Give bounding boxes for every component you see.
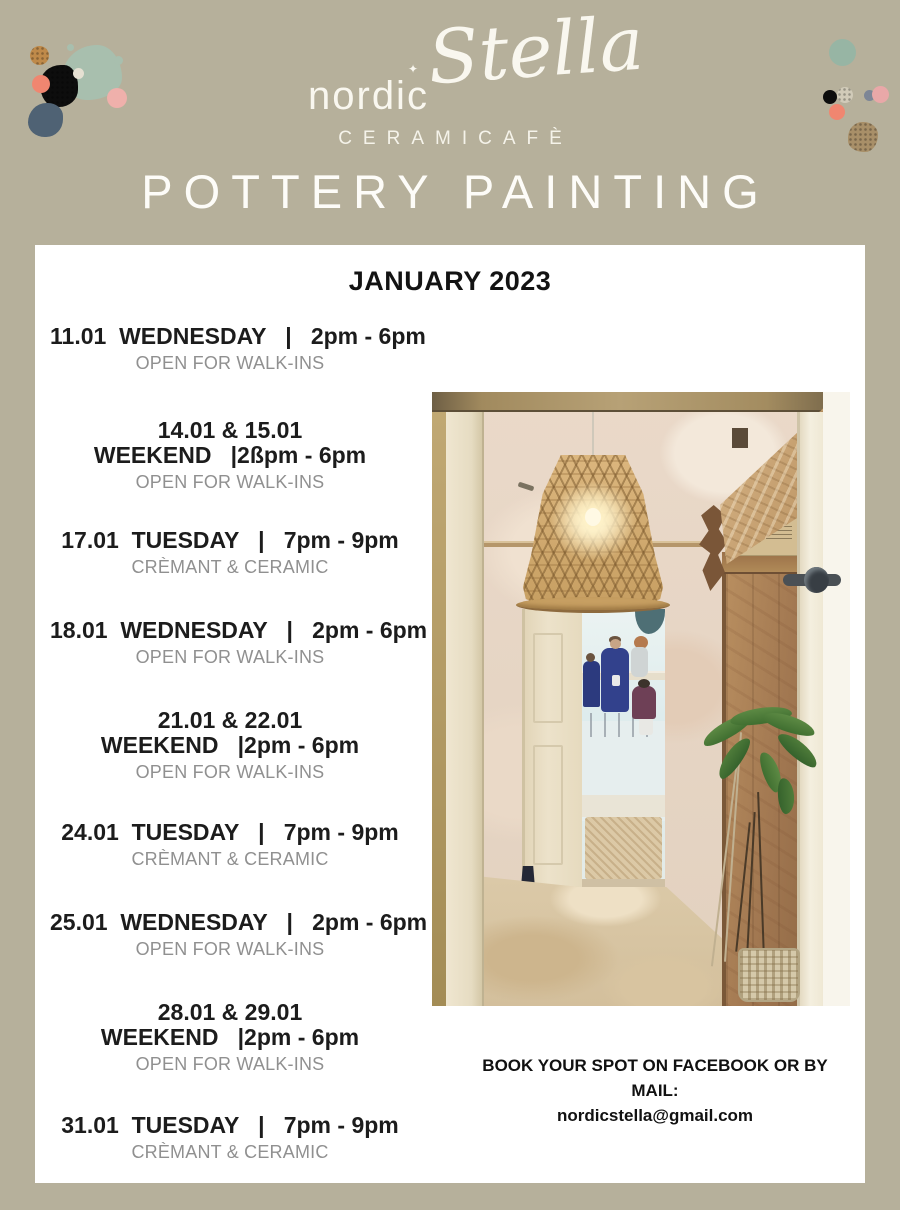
splatter-salmon-dot <box>32 75 50 93</box>
splatter-tan-blob <box>848 122 878 152</box>
splatter-black-dot <box>823 90 837 104</box>
entry-dates: 21.01 & 22.01 <box>157 707 303 733</box>
red-haired-figure <box>631 647 648 677</box>
schedule-entry <box>50 528 410 578</box>
entry-note: OPEN FOR WALK-INS <box>135 762 325 782</box>
sparkle-icon: ✦ <box>408 62 419 76</box>
entry-note: OPEN FOR WALK-INS <box>135 353 325 373</box>
door-panel <box>533 745 563 865</box>
brand-logo <box>280 0 647 164</box>
schedule-entry <box>50 617 428 668</box>
entry-note: CRÈMANT & CERAMIC <box>131 849 329 869</box>
splatter-pink-dot <box>107 88 127 108</box>
entry-date-time: 24.01 TUESDAY | 7pm - 9pm <box>61 819 399 845</box>
schedule-entry <box>50 418 410 493</box>
door-panel <box>533 633 563 723</box>
logo-subtitle: CERAMICAFÈ <box>338 128 573 149</box>
logo-word-stella: Stella <box>425 0 647 102</box>
entry-date-time: WEEKEND |2pm - 6pm <box>100 1024 360 1050</box>
entry-date-time: 11.01 WEDNESDAY | 2pm - 6pm <box>50 323 426 349</box>
entry-note: OPEN FOR WALK-INS <box>135 472 325 492</box>
schedule-entry <box>50 820 410 870</box>
splatter-ochre-dot <box>30 46 49 65</box>
small-box <box>732 428 748 448</box>
right-door-face <box>823 392 850 1006</box>
splatter-green-dot <box>829 39 856 66</box>
entry-date-time: WEEKEND |2pm - 6pm <box>100 732 360 758</box>
splatter-slate-blob <box>28 103 63 137</box>
splatter-green-dot <box>114 56 123 65</box>
painting-room-doorway <box>582 609 665 888</box>
schedule-entry <box>50 1000 410 1075</box>
left-door-frame <box>446 412 484 1006</box>
cafe-interior-photo <box>432 392 850 1006</box>
schedule-entry <box>50 708 410 783</box>
splatter-cream-dot <box>73 68 84 79</box>
entry-date-time: 18.01 WEDNESDAY | 2pm - 6pm <box>50 617 428 643</box>
lamp-rim <box>516 597 670 613</box>
child-maroon-head <box>638 679 650 688</box>
entry-note: CRÈMANT & CERAMIC <box>131 1142 329 1162</box>
light-bulb <box>585 508 601 526</box>
entry-note: OPEN FOR WALK-INS <box>135 939 325 959</box>
entry-note: CRÈMANT & CERAMIC <box>131 557 329 577</box>
splatter-pink-dot <box>872 86 889 103</box>
schedule-entry <box>50 323 426 374</box>
door-threshold <box>582 879 665 888</box>
entry-note: OPEN FOR WALK-INS <box>135 647 325 667</box>
woven-plant-basket <box>738 948 800 1002</box>
teal-lamp-shade <box>635 609 665 634</box>
right-door-edge <box>797 412 823 1006</box>
booking-info <box>460 1053 850 1128</box>
woman-head <box>610 639 621 649</box>
splatter-salmon-dot <box>829 104 845 120</box>
door-latch-knob <box>804 567 829 593</box>
splatter-green-dot <box>67 44 74 51</box>
entry-note: OPEN FOR WALK-INS <box>135 1054 325 1074</box>
room-floor-strip <box>582 795 665 817</box>
entry-date-time: 25.01 WEDNESDAY | 2pm - 6pm <box>50 909 428 935</box>
booking-text: BOOK YOUR SPOT ON FACEBOOK OR BY MAIL: <box>482 1056 828 1100</box>
entry-dates: 14.01 & 15.01 <box>157 417 303 443</box>
poster-title: POTTERY PAINTING <box>141 165 770 218</box>
entry-date-time: WEEKEND |2ßpm - 6pm <box>93 442 367 468</box>
logo-word-nordic: nordic <box>308 74 429 118</box>
month-title: JANUARY 2023 <box>348 266 552 296</box>
booking-email: nordicstella@gmail.com <box>556 1106 754 1125</box>
entry-date-time: 31.01 TUESDAY | 7pm - 9pm <box>61 1112 399 1138</box>
child-head <box>586 653 595 662</box>
entry-date-time: 17.01 TUESDAY | 7pm - 9pm <box>61 527 399 553</box>
door-frame-top <box>432 392 850 412</box>
child-figure <box>583 661 600 707</box>
entry-dates: 28.01 & 29.01 <box>157 999 303 1025</box>
lamp-cord <box>592 412 594 458</box>
child-maroon-figure <box>632 686 656 719</box>
room-rug <box>585 817 662 879</box>
schedule-entry <box>50 1113 410 1163</box>
left-frame-outer <box>432 412 446 1006</box>
schedule-entry <box>50 909 428 960</box>
apron-bow <box>612 675 620 686</box>
open-cream-door <box>522 609 582 901</box>
splatter-cream-dot <box>837 87 853 103</box>
